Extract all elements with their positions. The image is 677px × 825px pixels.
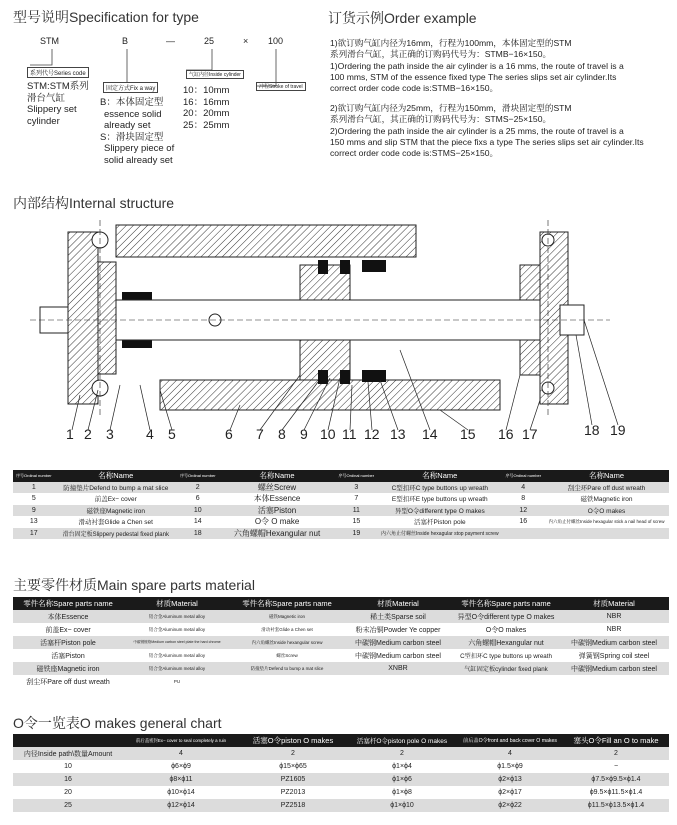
material-cell (343, 675, 453, 688)
legend-part-name: 内六角止付螺丝Inside hexagular stick a nail head of screw (544, 516, 669, 528)
material-header-cell: 材质Material (343, 597, 453, 610)
material-cell: O令O makes (453, 623, 559, 636)
legend-part-name: 滑台固定板Slippery pedestal fixed plank (55, 528, 177, 540)
callout-17: 17 (522, 426, 538, 442)
spec-bore-list (183, 85, 229, 131)
legend-header-no: 序号Ordinal number (13, 470, 55, 482)
material-header-cell: 材质Material (559, 597, 669, 610)
internal-title: 内部结构Internal structure (13, 195, 175, 211)
material-cell: 铝合金Aluminum metal alloy (123, 662, 231, 675)
material-cell: 六角螺帽Hexangular nut (453, 636, 559, 649)
material-cell: 磁铁Magnetic iron (231, 610, 343, 623)
legend-part-name: O令 O make (219, 516, 336, 528)
legend-no: 18 (177, 528, 219, 540)
material-cell: 本体Essence (13, 610, 123, 623)
spec-fix-line: S：滑块固定型 (100, 131, 164, 143)
order-line: 1)欲订购气缸内径为16mm，行程为100mm，本体固定型的STM (330, 38, 572, 48)
omakes-cell: ϕ7.5×ϕ9.5×ϕ1.4 (563, 773, 669, 786)
material-cell (231, 675, 343, 688)
omakes-cell: 20 (13, 786, 123, 799)
omakes-header-cell: 塞头O令Fill an O to make (563, 734, 669, 747)
omakes-cell: 25 (13, 799, 123, 812)
spec-series-line: cylinder (27, 115, 60, 127)
material-cell: 前盖Ex− cover (13, 623, 123, 636)
omakes-cell: ϕ1.5×ϕ9 (457, 760, 563, 773)
material-header-row (13, 597, 669, 610)
material-cell: 防撞垫片Defend to bump a mat slice (231, 662, 343, 675)
omakes-header-cell: 活塞O令piston O makes (239, 734, 347, 747)
legend-no: 19 (336, 528, 378, 540)
spec-fix-line: Slippery piece of (104, 143, 175, 154)
omakes-header-cell: 前后盖密封Ex− cover to seal completely a ruin (123, 734, 239, 747)
material-cell: 内六角螺丝Inside hexangular screw (231, 636, 343, 649)
material-title: 主要零件材质Main spare parts material (13, 577, 255, 593)
omakes-cell: ϕ1×ϕ6 (347, 773, 457, 786)
legend-no (502, 528, 544, 540)
callout-16: 16 (498, 426, 514, 442)
omakes-cell: 内径Inside path\数量Amount (13, 747, 123, 760)
legend-part-name: 内六角止付螺丝Inside hexagular stop payment screw (377, 528, 502, 540)
legend-no: 14 (177, 516, 219, 528)
omakes-header-cell: 活塞杆O令piston pole O makes (347, 734, 457, 747)
order-line: 100 mms, STM of the essence fixed type The series slips set air cylinder.Its (330, 71, 617, 82)
legend-part-name: 本体Essence (219, 493, 336, 505)
legend-no: 16 (502, 516, 544, 528)
legend-no: 1 (13, 482, 55, 494)
material-cell: 活塞Piston (13, 649, 123, 662)
spec-code-dash: — (166, 36, 175, 46)
order-line: 系列滑台气缸，其正确的订购码代号为：STMS−25×150。 (330, 114, 552, 125)
spec-series-line: STM:STM系列 (27, 81, 89, 92)
order-paragraph-2 (330, 103, 675, 159)
order-title: 订货示例Order example (328, 10, 477, 26)
spec-fix-line: solid already set (104, 154, 173, 166)
material-cell: 粉末冶铜Powder Ye copper (343, 623, 453, 636)
material-cell: C型扣环C type buttons up wreath (453, 649, 559, 662)
material-cell (559, 675, 669, 688)
material-cell: 稀土类Sparse soil (343, 610, 453, 623)
spec-box-bore: 气缸内径Inside cylinder (186, 70, 244, 79)
callout-5: 5 (168, 426, 176, 442)
omakes-cell: ϕ12×ϕ14 (123, 799, 239, 812)
material-cell: 滑动衬套Glide a Chen set (231, 623, 343, 636)
omakes-cell: ϕ2×ϕ17 (457, 786, 563, 799)
callout-6: 6 (225, 426, 233, 442)
spec-code-bore: 25 (204, 36, 215, 46)
material-cell: 弹簧钢Spring coil steel (559, 649, 669, 662)
omakes-cell: ϕ2×ϕ13 (457, 773, 563, 786)
spec-series-line: 滑台气缸 (27, 92, 66, 104)
legend-part-name: 滑动衬套Glide a Chen set (55, 516, 177, 528)
legend-header-row (13, 470, 669, 482)
material-cell: 中碳钢Medium carbon steel (559, 662, 669, 675)
legend-no: 7 (336, 493, 378, 505)
material-cell: 铝合金Aluminum metal alloy (123, 610, 231, 623)
parts-legend-table (13, 470, 669, 539)
order-line: 1)Ordering the path inside the air cylinder is a 16 mms, the route of travel is a (330, 60, 624, 71)
legend-header-name: 名称Name (544, 470, 669, 482)
legend-no: 12 (502, 505, 544, 517)
legend-header-no: 序号Ordinal number (336, 470, 378, 482)
material-cell: 螺丝Screw (231, 649, 343, 662)
spec-series-desc (27, 81, 89, 127)
spec-title: 型号说明Specification for type (13, 9, 199, 25)
spec-code-series: STM (40, 36, 59, 46)
spec-bore-item: 20：20mm (183, 108, 230, 119)
omakes-row (13, 773, 669, 786)
callout-9: 9 (300, 426, 308, 442)
legend-no: 9 (13, 505, 55, 517)
material-cell (453, 675, 559, 688)
order-line: 2)欲订购气缸内径为25mm，行程为150mm，滑块固定型的STM (330, 103, 572, 113)
omakes-row (13, 786, 669, 799)
spec-fix-line: B：本体固定型 (100, 97, 164, 108)
order-line: 150 mms and slip STM that the piece fixs a type The series slips set air cylinder.Its (330, 136, 644, 147)
omakes-cell: PZ1605 (239, 773, 347, 786)
order-line: 2)Ordering the path inside the air cylinder is a 25 mms, the route of travel is a (330, 125, 624, 136)
legend-no: 10 (177, 505, 219, 517)
legend-header-no: 序号Ordinal number (177, 470, 219, 482)
material-cell: NBR (559, 610, 669, 623)
omakes-cell: PZ2518 (239, 799, 347, 812)
omakes-row (13, 799, 669, 812)
material-row (13, 623, 669, 636)
legend-header-no: 序号Ordinal number (502, 470, 544, 482)
material-cell: PU (123, 675, 231, 688)
legend-row (13, 516, 669, 528)
spec-bore-item: 25：25mm (183, 119, 230, 131)
legend-row (13, 528, 669, 540)
legend-part-name: 异型O令different type O makes (377, 505, 502, 517)
omakes-cell: 10 (13, 760, 123, 773)
legend-header-name: 名称Name (377, 470, 502, 482)
omakes-cell: ϕ1×ϕ8 (347, 786, 457, 799)
internal-structure-drawing (0, 210, 677, 450)
material-cell: XNBR (343, 662, 453, 675)
omakes-row (13, 760, 669, 773)
legend-part-name: 磁铁座Magnetic iron (55, 505, 177, 517)
material-cell: 气缸固定板cylinder fixed plank (453, 662, 559, 675)
material-row (13, 649, 669, 662)
material-cell: 中碳钢Medium carbon steel (343, 636, 453, 649)
order-line: correct order code code is:STMS−25×150。 (330, 148, 499, 159)
legend-part-name: E型扣环E type buttons up wreath (377, 493, 502, 505)
material-cell: 中碳钢镀铬Medium carbon steel plate the hard chrome (123, 636, 231, 649)
material-cell: 刮尘环Pare off dust wreath (13, 675, 123, 688)
spec-bore-item: 16：16mm (183, 96, 230, 108)
spec-bore-item: 10：10mm (183, 85, 230, 96)
omakes-cell: 2 (239, 747, 347, 760)
material-row (13, 610, 669, 623)
omakes-cell: 4 (457, 747, 563, 760)
omakes-cell: 4 (123, 747, 239, 760)
legend-part-name: C型扣环C type buttons up wreath (377, 482, 502, 494)
material-cell: 磁铁座Magnetic iron (13, 662, 123, 675)
legend-no: 15 (336, 516, 378, 528)
callout-18: 18 (584, 422, 600, 438)
callout-4: 4 (146, 426, 154, 442)
omakes-cell: ϕ8×ϕ11 (123, 773, 239, 786)
legend-no: 5 (13, 493, 55, 505)
callout-7: 7 (256, 426, 264, 442)
material-cell: NBR (559, 623, 669, 636)
legend-part-name (544, 528, 669, 540)
spec-box-fix: 固定方式Fix a way (103, 82, 158, 93)
legend-part-name: 六角螺帽Hexangular nut (219, 528, 336, 540)
omakes-cell: 16 (13, 773, 123, 786)
legend-part-name: 磁铁Magnetic iron (544, 493, 669, 505)
callout-2: 2 (84, 426, 92, 442)
material-cell: 中碳钢Medium carbon steel (559, 636, 669, 649)
legend-part-name: 防撞垫片Defend to bump a mat slice (55, 482, 177, 494)
spec-box-series: 系列代号Series code (27, 67, 89, 78)
spec-code-stroke: 100 (268, 36, 284, 46)
legend-no: 6 (177, 493, 219, 505)
spec-code-times: × (243, 36, 249, 46)
material-cell: 活塞杆Piston pole (13, 636, 123, 649)
omakes-cell: 2 (347, 747, 457, 760)
omakes-cell: ϕ9.5×ϕ11.5×ϕ1.4 (563, 786, 669, 799)
legend-no: 13 (13, 516, 55, 528)
order-line: 系列滑台气缸，其正确的订购码代号为：STMB−16×150。 (330, 49, 552, 60)
legend-part-name: 螺丝Screw (219, 482, 336, 494)
material-cell: 铝合金Aluminum metal alloy (123, 623, 231, 636)
legend-no: 4 (502, 482, 544, 494)
callout-3: 3 (106, 426, 114, 442)
legend-row (13, 493, 669, 505)
material-cell: 异型O令different type O makes (453, 610, 559, 623)
legend-part-name: 活塞杆Piston pole (377, 516, 502, 528)
material-cell: 中碳钢Medium carbon steel (343, 649, 453, 662)
omakes-cell: ϕ6×ϕ9 (123, 760, 239, 773)
legend-no: 3 (336, 482, 378, 494)
material-table (13, 597, 669, 688)
omakes-cell: ϕ1×ϕ10 (347, 799, 457, 812)
legend-row (13, 505, 669, 517)
material-header-cell: 零件名称Spare parts name (231, 597, 343, 610)
material-row (13, 675, 669, 688)
omakes-cell: PZ2013 (239, 786, 347, 799)
omakes-cell: 2 (563, 747, 669, 760)
callout-19: 19 (610, 422, 626, 438)
material-row (13, 662, 669, 675)
spec-fix-desc (100, 97, 174, 166)
legend-no: 11 (336, 505, 378, 517)
legend-no: 17 (13, 528, 55, 540)
spec-fix-line: already set (104, 120, 151, 131)
material-row (13, 636, 669, 649)
callout-15: 15 (460, 426, 476, 442)
callout-8: 8 (278, 426, 286, 442)
material-header-cell: 零件名称Spare parts name (13, 597, 123, 610)
callout-1: 1 (66, 426, 74, 442)
omakes-cell: − (563, 760, 669, 773)
legend-header-name: 名称Name (219, 470, 336, 482)
spec-code-fix: B (122, 36, 129, 46)
omakes-table (13, 734, 669, 812)
legend-part-name: 刮尘环Pare off dust wreath (544, 482, 669, 494)
omakes-cell: ϕ2×ϕ22 (457, 799, 563, 812)
omakes-header-row (13, 734, 669, 747)
omakes-header-cell: 前后盖O令front and back cover O makes (457, 734, 563, 747)
legend-part-name: 前盖Ex− cover (55, 493, 177, 505)
omakes-header-cell (13, 734, 123, 747)
spec-fix-line: essence solid (104, 108, 162, 120)
omakes-row (13, 747, 669, 760)
callout-14: 14 (422, 426, 438, 442)
spec-box-stroke: 冲程Stroke of travel (256, 82, 306, 91)
callout-10: 10 (320, 426, 336, 442)
material-header-cell: 材质Material (123, 597, 231, 610)
callout-12: 12 (364, 426, 380, 442)
legend-part-name: O令O makes (544, 505, 669, 517)
omakes-title: O令一览表O makes general chart (13, 715, 222, 731)
material-cell: 铝合金Aluminum metal alloy (123, 649, 231, 662)
omakes-cell: ϕ15×ϕ65 (239, 760, 347, 773)
order-paragraph-1 (330, 38, 675, 94)
legend-no: 2 (177, 482, 219, 494)
material-header-cell: 零件名称Spare parts name (453, 597, 559, 610)
spec-series-line: Slippery set (27, 104, 77, 115)
order-line: correct order code code is:STMB−16×150。 (330, 83, 499, 94)
callout-11: 11 (342, 426, 357, 442)
legend-header-name: 名称Name (55, 470, 177, 482)
legend-no: 8 (502, 493, 544, 505)
omakes-cell: ϕ10×ϕ14 (123, 786, 239, 799)
legend-row (13, 482, 669, 494)
legend-part-name: 活塞Piston (219, 505, 336, 517)
callout-13: 13 (390, 426, 406, 442)
omakes-cell: ϕ1×ϕ4 (347, 760, 457, 773)
omakes-cell: ϕ11.5×ϕ13.5×ϕ1.4 (563, 799, 669, 812)
